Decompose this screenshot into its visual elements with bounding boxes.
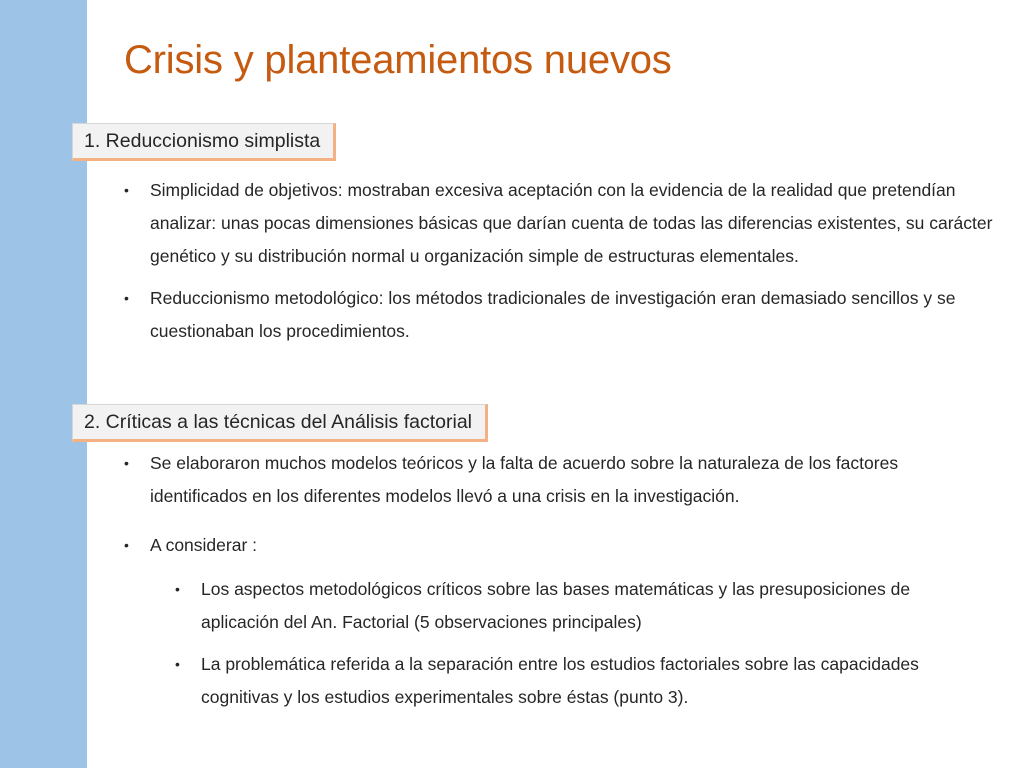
sub-bullet-text: Los aspectos metodológicos críticos sobre las bases matemáticas y las presuposiciones de aplicación del An. Factorial (5 observaciones principales) (201, 579, 911, 632)
bullet-icon: • (124, 182, 129, 198)
section-2-bullet-list (124, 447, 995, 714)
bullet-icon: • (175, 581, 180, 597)
bullet-icon: • (124, 537, 129, 553)
bullet-text: A considerar : (150, 535, 257, 555)
list-item (124, 529, 995, 714)
list-item (124, 174, 995, 273)
bullet-text: Se elaboraron muchos modelos teóricos y la falta de acuerdo sobre la naturaleza de los factores identificados en los diferentes modelos llevó a una crisis en la investigación. (150, 453, 899, 506)
bullet-icon: • (124, 455, 129, 471)
list-item (124, 447, 995, 513)
section-heading-criticas: 2. Críticas a las técnicas del Análisis factorial (72, 404, 488, 442)
slide-title: Crisis y planteamientos nuevos (124, 38, 672, 82)
sub-bullet-list (175, 573, 991, 714)
sub-list-item (175, 648, 991, 714)
bullet-text: Simplicidad de objetivos: mostraban excesiva aceptación con la evidencia de la realidad que pretendían analizar: unas pocas dimensiones básicas que darían cuenta de todas las diferencias existentes, su carácter genético y su distribución normal u organización simple de estructuras elementales. (150, 180, 993, 266)
sub-list-item (175, 573, 991, 639)
bullet-icon: • (175, 656, 180, 672)
left-accent-bar (0, 0, 87, 768)
bullet-text: Reduccionismo metodológico: los métodos tradicionales de investigación eran demasiado sencillos y se cuestionaban los procedimientos. (150, 288, 956, 341)
list-item (124, 282, 995, 348)
sub-bullet-text: La problemática referida a la separación entre los estudios factoriales sobre las capacidades cognitivas y los estudios experimentales sobre éstas (punto 3). (201, 654, 919, 707)
section-heading-reduccionismo: 1. Reduccionismo simplista (72, 123, 336, 161)
section-1-bullet-list (124, 174, 995, 348)
bullet-icon: • (124, 290, 129, 306)
